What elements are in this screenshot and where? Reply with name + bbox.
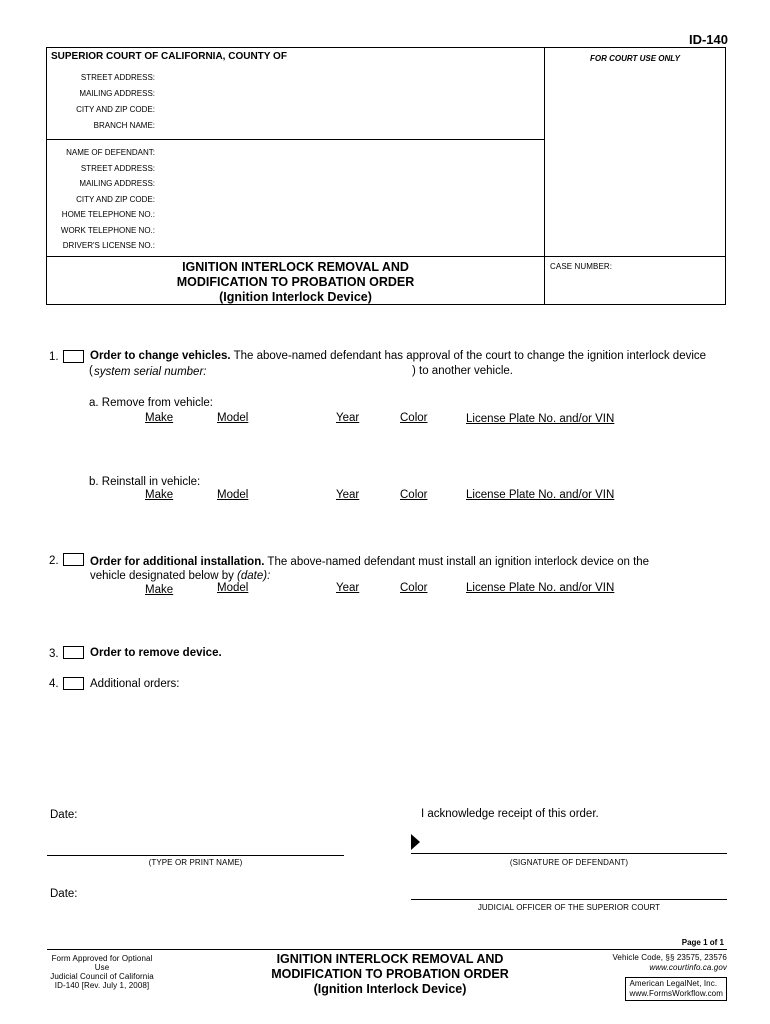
item1-heading: Order to change vehicles. (90, 350, 231, 362)
item3-heading: Order to remove device. (90, 647, 222, 659)
case-number-label: CASE NUMBER: (550, 262, 613, 271)
court-use-label: FOR COURT USE ONLY (590, 54, 680, 63)
def-mailing-label: MAILING ADDRESS: (79, 179, 155, 188)
type-name-caption: (TYPE OR PRINT NAME) (148, 858, 243, 867)
footer-title-line-3: (Ignition Interlock Device) (313, 982, 467, 996)
footer-title (240, 952, 540, 997)
page-indicator: Page 1 of 1 (681, 938, 724, 947)
footer-rule (47, 949, 727, 950)
col-model-2: Model (217, 582, 249, 594)
item1-to-vehicle: ) to another vehicle. (412, 365, 514, 377)
court-street-label: STREET ADDRESS: (80, 73, 155, 82)
item4-number: 4. (49, 678, 59, 690)
approved-line-3: ID-140 [Rev. July 1, 2008] (54, 981, 150, 990)
footer-vehicle-code (612, 953, 727, 973)
item4-checkbox[interactable] (63, 677, 84, 690)
arrow-icon (411, 834, 420, 850)
item1-description: The above-named defendant has approval of the court to change the ignition interlock device (230, 350, 707, 362)
item1-serial-label: system serial number: (94, 366, 207, 378)
date-label-1: Date: (50, 809, 78, 821)
col-year-a: Year (336, 412, 360, 424)
date-label-2: Date: (50, 888, 78, 900)
remove-vehicle-label: a. Remove from vehicle: (89, 397, 213, 409)
item1-serial-open: ( (89, 365, 93, 377)
title-line-2: MODIFICATION TO PROBATION ORDER (176, 275, 415, 289)
col-year-2: Year (336, 582, 360, 594)
judicial-officer-caption: JUDICIAL OFFICER OF THE SUPERIOR COURT (477, 903, 661, 912)
col-plate-2: License Plate No. and/or VIN (466, 582, 615, 594)
form-title (46, 260, 545, 305)
approved-line-2: Judicial Council of California (50, 972, 154, 981)
col-plate-b: License Plate No. and/or VIN (466, 489, 615, 501)
item2-description: The above-named defendant must install an ignition interlock device on the (264, 556, 650, 568)
court-branch-label: BRANCH NAME: (93, 121, 155, 130)
footer-title-line-1: IGNITION INTERLOCK REMOVAL AND (276, 952, 504, 966)
item4-label: Additional orders: (90, 678, 180, 690)
approved-line-1: Form Approved for Optional Use (51, 954, 153, 972)
legalnet-box (625, 977, 727, 1001)
item2-date-label: (date): (237, 570, 271, 582)
col-color-a: Color (400, 412, 428, 424)
vehicle-code-cite: Vehicle Code, §§ 23575, 23576 (612, 953, 727, 962)
header-hline-2 (46, 256, 726, 257)
reinstall-vehicle-label: b. Reinstall in vehicle: (89, 476, 201, 488)
footer-approved (47, 954, 157, 990)
legalnet-name: American LegalNet, Inc. (629, 979, 718, 988)
def-home-phone-label: HOME TELEPHONE NO.: (61, 210, 155, 219)
title-line-1: IGNITION INTERLOCK REMOVAL AND (182, 260, 409, 274)
def-city-label: CITY AND ZIP CODE: (76, 195, 155, 204)
col-make-b: Make (145, 489, 174, 501)
form-number: ID-140 (688, 32, 728, 47)
item2-checkbox[interactable] (63, 553, 84, 566)
col-color-b: Color (400, 489, 428, 501)
col-make-a: Make (145, 412, 174, 424)
item2-number: 2. (49, 555, 59, 567)
item2-line2 (90, 570, 270, 582)
def-work-phone-label: WORK TELEPHONE NO.: (60, 226, 155, 235)
court-mailing-label: MAILING ADDRESS: (79, 89, 155, 98)
def-name-label: NAME OF DEFENDANT: (66, 148, 155, 157)
col-color-2: Color (400, 582, 428, 594)
courtinfo-link[interactable]: www.courtinfo.ca.gov (649, 963, 727, 972)
title-line-3: (Ignition Interlock Device) (219, 290, 372, 304)
item3-number: 3. (49, 648, 59, 660)
judicial-signature-line[interactable] (411, 899, 727, 900)
acknowledge-text: I acknowledge receipt of this order. (421, 808, 599, 820)
col-model-b: Model (217, 489, 249, 501)
col-plate-a: License Plate No. and/or VIN (466, 413, 615, 425)
col-model-a: Model (217, 412, 249, 424)
defendant-signature-line[interactable] (411, 853, 727, 854)
footer-title-line-2: MODIFICATION TO PROBATION ORDER (271, 967, 509, 981)
item2-heading: Order for additional installation. (90, 556, 265, 568)
print-name-line[interactable] (47, 855, 344, 856)
court-city-label: CITY AND ZIP CODE: (76, 105, 155, 114)
header-hline-1 (46, 139, 545, 140)
court-title: SUPERIOR COURT OF CALIFORNIA, COUNTY OF (51, 51, 287, 62)
item2-vehicle-designated: vehicle designated below by (90, 570, 238, 582)
item1-number: 1. (49, 351, 59, 363)
col-year-b: Year (336, 489, 360, 501)
col-make-2: Make (145, 584, 174, 596)
item3-checkbox[interactable] (63, 646, 84, 659)
item1-text (90, 350, 706, 362)
defendant-signature-caption: (SIGNATURE OF DEFENDANT) (509, 858, 629, 867)
item2-text (90, 556, 649, 568)
item1-checkbox[interactable] (63, 350, 84, 363)
legalnet-url[interactable]: www.FormsWorkflow.com (629, 989, 723, 998)
def-street-label: STREET ADDRESS: (80, 164, 155, 173)
def-license-label: DRIVER'S LICENSE NO.: (62, 241, 155, 250)
